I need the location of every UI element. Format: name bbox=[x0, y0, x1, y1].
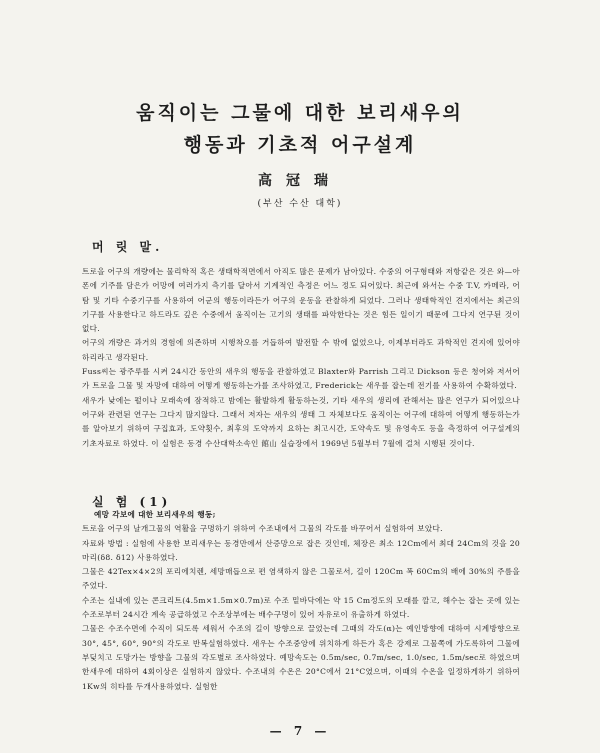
intro-heading: 머 릿 말. bbox=[92, 240, 164, 254]
intro-paragraph: 새우가 낮에는 펄이나 모래속에 잠적하고 밤에는 활발하게 활동하는것, 기타 새우의 생리에 관해서는 많은 연구가 되어있으나 어구와 관련된 연구는 그다지 많지않다. 그래서 저자는 새우의 생태 그 자체보다도 움직이는 어구에 대하여 어떻게 행동하는가를 알아보기 위하여 구집효과, 도약횟수, 최후의 도약까지 요하는 최고시간, 도약속도 및 유영속도 등을 측정하여 어구설계의 기초자료로 하였다. 이 실험은 동경 수산대학소속인 館山 실습장에서 1969년 5월부터 7월에 걸쳐 시행된 것이다. bbox=[82, 395, 520, 448]
intro-paragraph: 어구의 개량은 과거의 경험에 의존하며 시행착오를 거듭하여 발전할 수 밖에 없었으나, 이제부터라도 과학적인 견지에 있어야 하리라고 생각된다. bbox=[82, 338, 520, 362]
intro-paragraph: 트로을 어구의 개량에는 물리학적 혹은 생태학적면에서 아직도 많은 문제가 남아있다. 수중의 어구형태와 저항같은 것은 와—아폰에 기주를 담은가 어망에 여러가지 측기를 달아서 기계적인 측정은 어느 정도 되어있다. 최근에 와서는 수중 T.V, 카메라, 어탐 및 기타 수중기구를 사용하여 어군의 행동이라든가 어구의 운동을 관찰하게 되었다. 그러나 생태학적인 견지에서는 최근의 기구를 사용한다고 하드라도 깊은 수중에서 움직이는 고기의 생태를 파악한다는 것은 힘든 일이기 때문에 그다지 연구된 것이 없다. bbox=[82, 267, 521, 334]
experiment-paragraph: 수조는 실내에 있는 콘크리트(4.5m×1.5m×0.7m)로 수조 밑바닥에는 약 15 Cm정도의 모래를 깔고, 해수는 잡는 곳에 있는 수조로부터 24시간 계속 공급하였고 수조상부에는 배수구명이 있어 자유로이 유출하게 하였다. bbox=[82, 595, 520, 620]
experiment-paragraph: 그물은 42Tex×4×2의 포리에치렌, 세망매듭으로 편 염색하지 않은 그물로서, 길이 120Cm 폭 60Cm의 배에 30%의 주름을 주었다. bbox=[82, 567, 520, 591]
intro-paragraph: Fuss씨는 광주루를 시켜 24시간 동안의 새우의 행동을 관찰하였고 Blaxter와 Parrish 그리고 Dickson 등은 청어와 저서어가 트로을 그물 및 자망에 대하여 어떻게 행동하는가를 조사하였고, Frederick는 새우를 잡는데 전기를 사용하여 수확하였다. bbox=[82, 367, 520, 391]
experiment-heading: 실 험 (1) bbox=[92, 495, 172, 509]
experiment-paragraph: 자료와 방법 : 실험에 사용한 보리새우는 동경만에서 산증망으로 잡은 것인데, 체장은 최소 12Cm에서 최대 24Cm의 것을 20마리(δ8. δ12) 사용하였다. bbox=[82, 538, 520, 562]
title-line-2: 행동과 기초적 어구설계 bbox=[183, 134, 417, 156]
author-affiliation: (부산 수산 대학) bbox=[257, 199, 343, 209]
experiment-paragraph: 그물은 수조수면에 수직이 되도록 세워서 수조의 길이 방향으로 끌었는데 그때의 각도(α)는 예인방향에 대하여 시계방향으로 30°, 45°, 60°, 90°의 각도로 반복실험하였다. 새우는 수조중앙에 위치하게 하든가 혹은 강제로 그물쪽에 가도록하여 그물에 부딪치고 도망가는 방향을 그물의 각도별로 조사하였다. 예망속도는 0.5m/sec, 0.7m/sec, 1.0/sec, 1.5m/sec로 하였으며 한새우에 대하여 4회이상은 실험하지 않았다. 수조내의 수온은 20°C에서 21°C였으며, 이때의 수온을 일정하게하기 위하여 1Kw의 히타를 두개사용하였다. 실험한 bbox=[82, 624, 520, 691]
title-line-1: 움직이는 그물에 대한 보리새우의 bbox=[136, 102, 464, 124]
experiment-section bbox=[82, 508, 520, 694]
author-name: 高冠瑞 bbox=[258, 173, 342, 189]
intro-section bbox=[82, 265, 520, 451]
experiment-paragraph: 트로을 어구의 날개그물의 역활을 구명하기 위하여 수조내에서 그물의 각도를 바꾸어서 실험하여 보았다. bbox=[82, 524, 443, 534]
experiment-subheading: 예망 각보에 대한 보리새우의 행동; bbox=[94, 510, 216, 519]
page-number: — 7 — bbox=[269, 724, 331, 738]
